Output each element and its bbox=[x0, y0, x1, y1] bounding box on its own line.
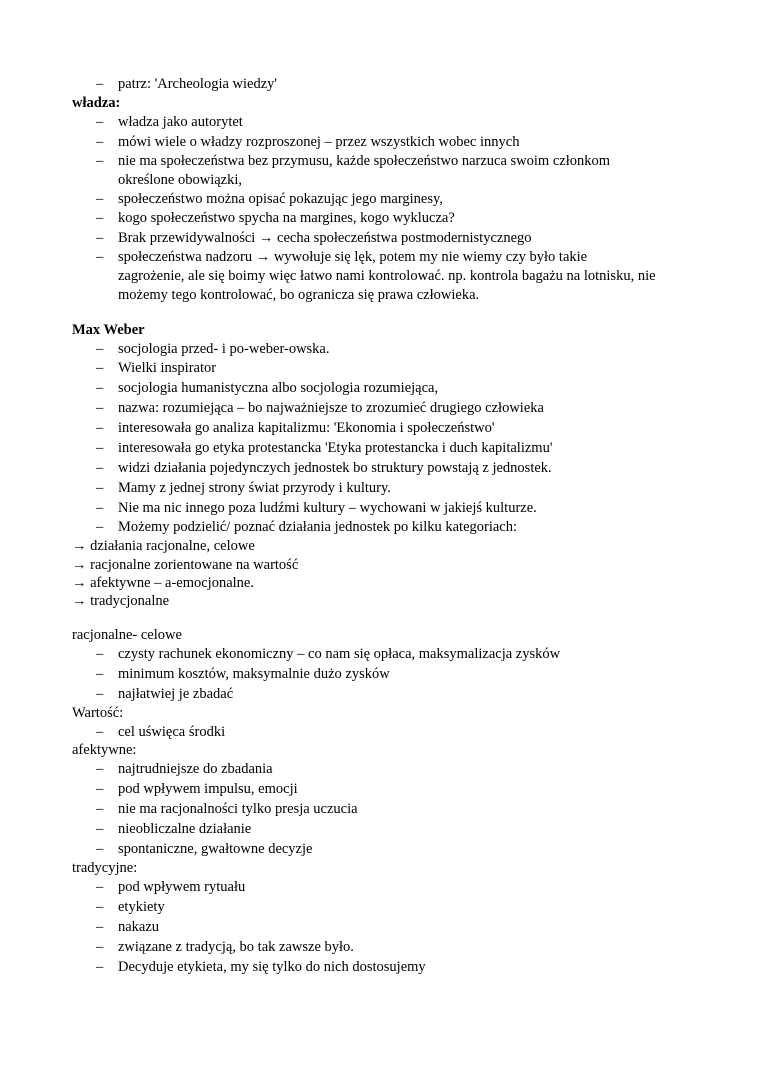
dash-marker: – bbox=[96, 230, 104, 246]
dash-marker: – bbox=[96, 191, 104, 207]
dash-marker: – bbox=[96, 134, 104, 150]
dash-marker: – bbox=[96, 210, 104, 226]
dash-marker: – bbox=[96, 959, 104, 975]
document-page: – patrz: 'Archeologia wiedzy' władza: – władza jako autorytet – mówi wiele o władzy rozproszonej – przez wszystkich wobec innych – nie ma społeczeństwa bez przymusu, każde społeczeństwo narzuca swoim członkom określone obowiązki, – społeczeństwo można opisać pokazując jego marginesy, – kogo społeczeństwo spycha na margines, kogo wyklucza? – Brak przewidywalności → cecha społeczeństwa postmodernistycznego – społeczeństwa nadzoru → wywołuje się lęk, potem my nie wiemy czy było takie zagrożenie, ale się boimy więc łatwo nami kontrolować. np. kontrola bagażu na lotnisku, nie możemy tego kontrolować, bo ogranicza się prawa człowieka. Max Weber – socjologia przed- i po-weber-owska. – Wielki inspirator – socjologia humanistyczna albo socjologia rozumiejąca, – nazwa: rozumiejąca – bo najważniejsze to zrozumieć drugiego człowieka – interesowała go analiza kapitalizmu: 'Ekonomia i społeczeństwo' – interesowała go etyka protestancka 'Etyka protestancka i duch kapitalizmu' – widzi działania pojedynczych jednostek bo struktury powstają z jednostek. – Mamy z jednej strony świat przyrody i kultury. – Nie ma nic innego poza ludźmi kultury – wychowani w jakiejś kulturze. – Możemy podzielić/ poznać działania jednostek po kilku kategoriach: → działania racjonalne, celowe → racjonalne zorientowane na wartość → afektywne – a-emocjonalne. → tradycjonalne racjonalne- celowe – czysty rachunek ekonomiczny – co nam się opłaca, maksymalizacja zysków – minimum kosztów, maksymalnie dużo zysków – najłatwiej je zbadać Wartość: – cel uświęca środki afektywne: – najtrudniejsze do zbadania – pod wpływem impulsu, emocji – nie ma racjonalności tylko presja uczucia – nieobliczalne działanie – spontaniczne, gwałtowne decyzje tradycyjne: – pod wpływem rytuału – etykiety – nakazu – związane z tradycją, bo tak zawsze było. – Decyduje etykieta, my się tylko do nich dostosujemy bbox=[72, 76, 656, 975]
dash-marker: – bbox=[96, 761, 104, 777]
dash-marker: – bbox=[96, 500, 104, 516]
dash-marker: – bbox=[96, 249, 104, 265]
dash-marker: – bbox=[96, 899, 104, 915]
dash-marker: – bbox=[96, 400, 104, 416]
dash-marker: – bbox=[96, 420, 104, 436]
dash-marker: – bbox=[96, 879, 104, 895]
dash-marker: – bbox=[96, 939, 104, 955]
dash-marker: – bbox=[96, 114, 104, 130]
dash-marker: – bbox=[96, 380, 104, 396]
dash-marker: – bbox=[96, 440, 104, 456]
dash-marker: – bbox=[96, 480, 104, 496]
dash-marker: – bbox=[96, 153, 104, 169]
dash-marker: – bbox=[96, 76, 104, 92]
dash-marker: – bbox=[96, 724, 104, 740]
dash-marker: – bbox=[96, 646, 104, 662]
dash-marker: – bbox=[96, 801, 104, 817]
dash-marker: – bbox=[96, 519, 104, 535]
dash-marker: – bbox=[96, 686, 104, 702]
dash-marker: – bbox=[96, 666, 104, 682]
dash-marker: – bbox=[96, 781, 104, 797]
dash-marker: – bbox=[96, 460, 104, 476]
dash-marker: – bbox=[96, 841, 104, 857]
dash-marker: – bbox=[96, 821, 104, 837]
dash-marker: – bbox=[96, 919, 104, 935]
dash-marker: – bbox=[96, 341, 104, 357]
dash-marker: – bbox=[96, 360, 104, 376]
